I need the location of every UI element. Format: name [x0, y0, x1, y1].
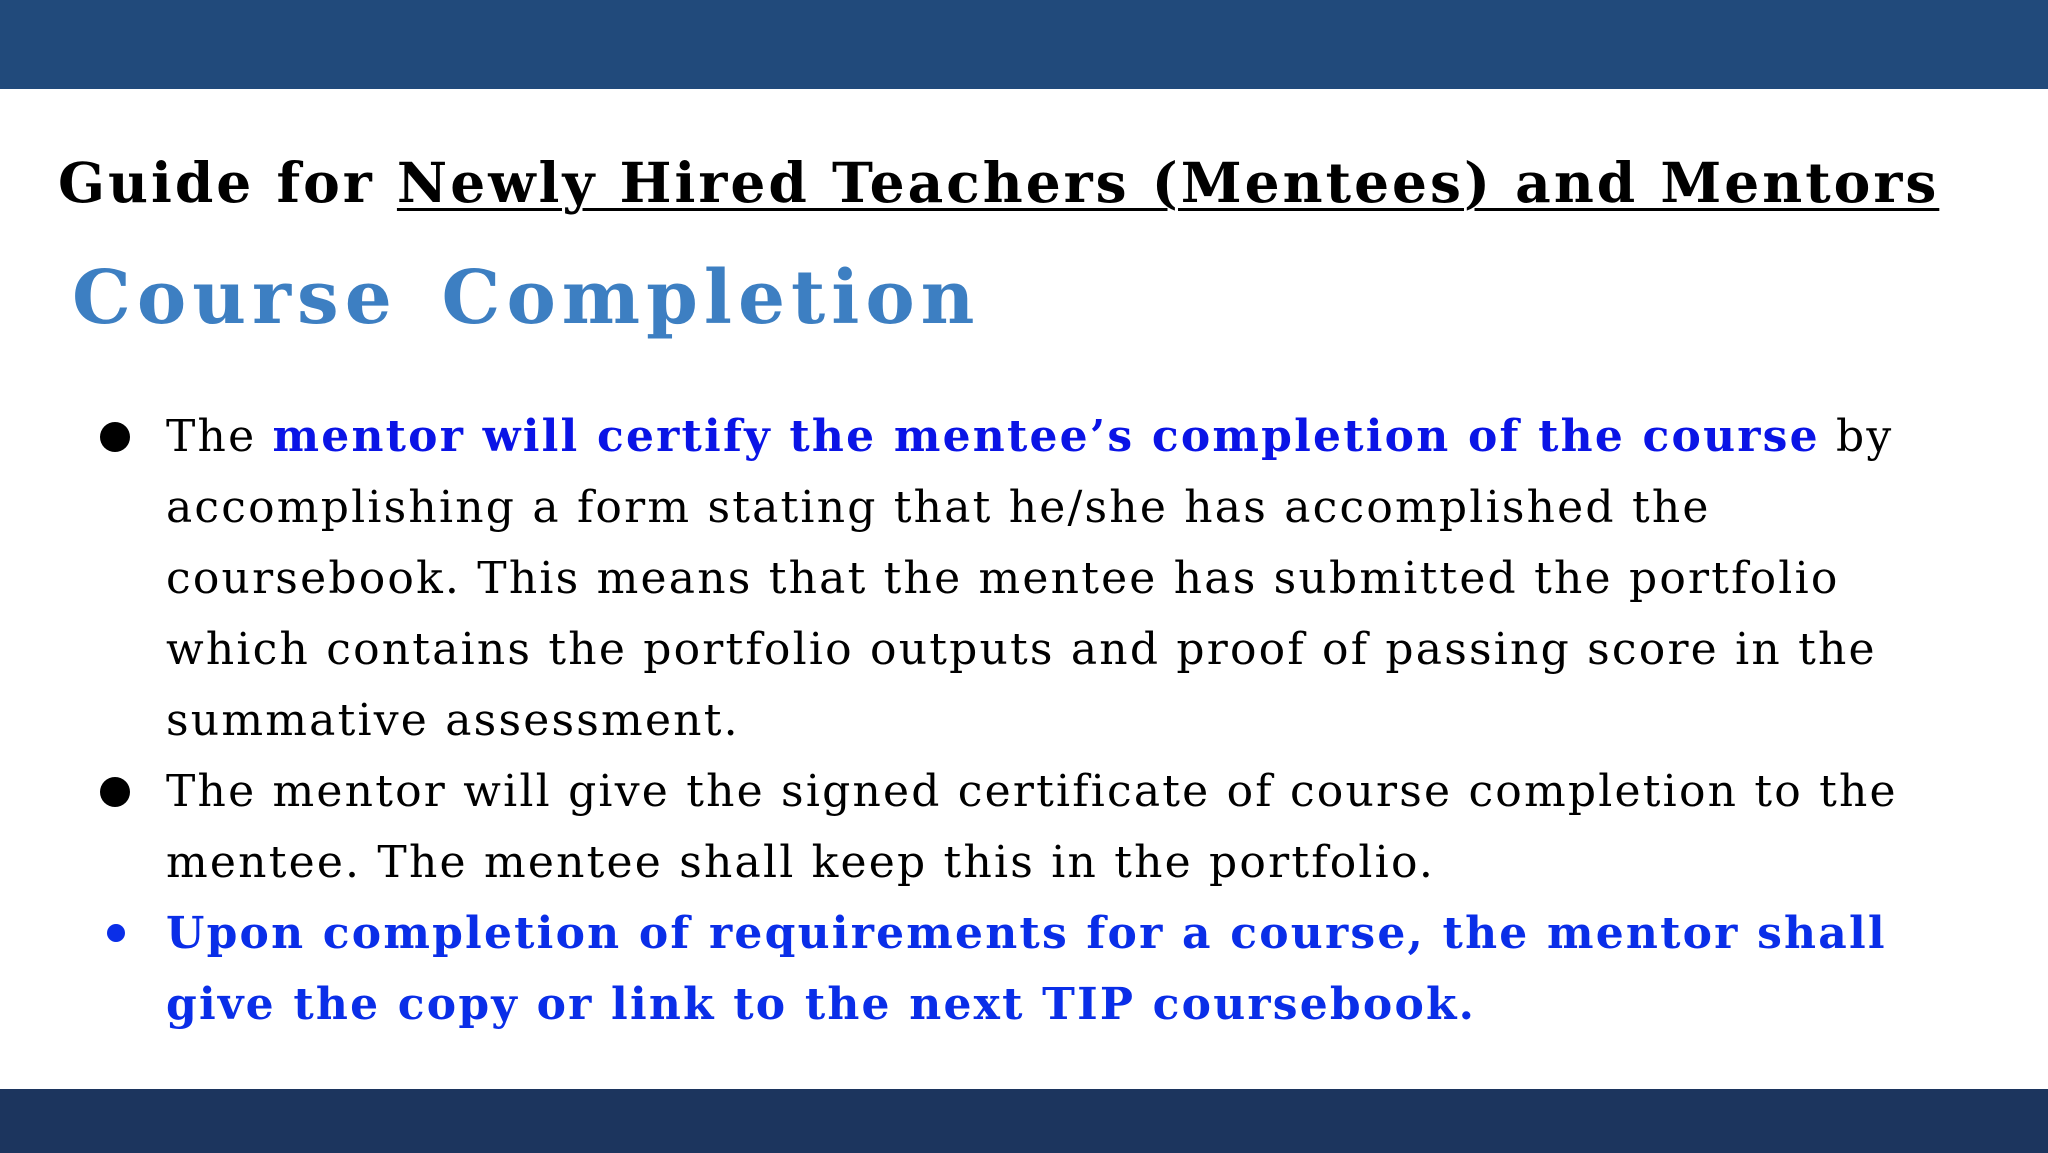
bullet-1-highlight: mentor will certify the mentee’s completion of the course	[272, 411, 1820, 462]
bullet-1-lead: The	[166, 411, 273, 462]
bullet-dot-icon	[100, 777, 130, 807]
section-title: Course Completion	[72, 255, 981, 341]
guide-title-prefix: Guide for	[58, 150, 397, 215]
guide-title	[58, 150, 1939, 216]
bullet-dot-icon	[100, 422, 130, 452]
bullet-item-certify	[96, 401, 1906, 756]
top-banner	[0, 0, 2048, 89]
bullet-1-rest: by accomplishing a form stating that he/she has accomplished the coursebook. This means that the mentee has submitted the portfolio which contains the portfolio outputs and proof of passing score in the summative assessment.	[166, 411, 1894, 746]
guide-title-underlined: Newly Hired Teachers (Mentees) and Mentors	[396, 150, 1940, 215]
bullet-item-certificate	[96, 756, 1906, 898]
bullet-list	[96, 401, 1906, 1040]
bullet-2-text: The mentor will give the signed certificate of course completion to the mentee. The mentee shall keep this in the portfolio.	[166, 766, 1898, 888]
bullet-dot-icon	[107, 924, 125, 942]
bottom-banner	[0, 1089, 2048, 1153]
bullet-item-next-coursebook	[96, 898, 1906, 1040]
bullet-3-text: Upon completion of requirements for a course, the mentor shall give the copy or link to the next TIP coursebook.	[166, 908, 1887, 1030]
